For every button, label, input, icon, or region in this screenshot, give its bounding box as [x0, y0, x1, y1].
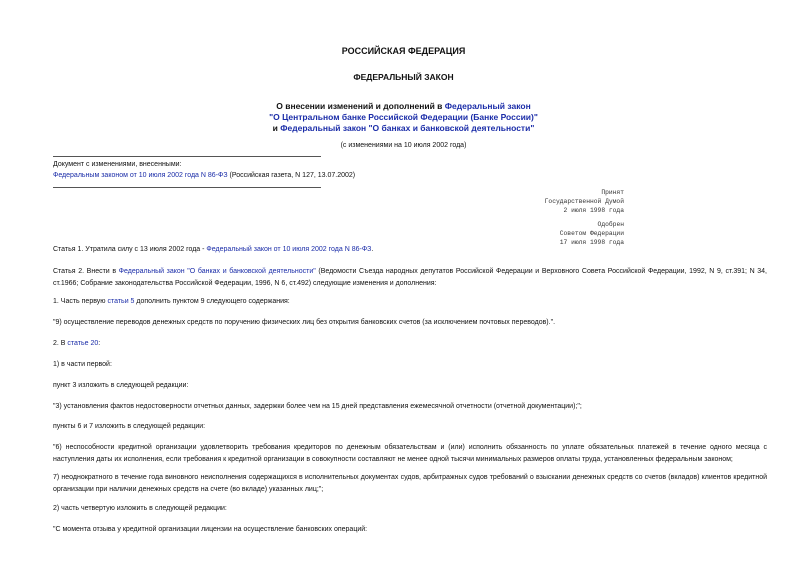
title-link-central-bank[interactable]: "О Центральном банке Российской Федерации (Банке России)" — [269, 112, 538, 122]
changes-note: (с изменениями на 10 июля 2002 года) — [340, 142, 467, 149]
title-text-and: и — [272, 123, 281, 133]
article-1-text: Статья 1. Утратила силу с 13 июля 2002 года - — [53, 246, 207, 253]
law-type-heading: ФЕДЕРАЛЬНЫЙ ЗАКОН — [353, 72, 454, 82]
item-1-text: 1. Часть первую — [53, 298, 108, 305]
item-2-sub-6: 7) неоднократного в течение года виновного неисполнения содержащихся в исполнительных документах судов, арбитражных судов требований о взыскании денежных средств со счетов (вкладов) клиентов кредитной организации при наличии денежных средств на счете (во вкладе) указанных лиц;"; — [53, 474, 767, 493]
item-2-colon: : — [98, 340, 101, 347]
article-1-link[interactable]: Федеральный закон от 10 июля 2002 года N 86-ФЗ — [206, 246, 372, 253]
article-2-link[interactable]: Федеральный закон "О банках и банковской деятельности" — [118, 268, 316, 275]
title-link-federal-law[interactable]: Федеральный закон — [444, 101, 531, 111]
country-heading: РОССИЙСКАЯ ФЕДЕРАЦИЯ — [341, 46, 466, 56]
item-1-link[interactable]: статьи 5 — [107, 298, 135, 305]
adoption-approved — [560, 220, 624, 247]
item-2-link[interactable]: статье 20 — [67, 340, 99, 347]
doc-box-link[interactable]: Федеральным законом от 10 июля 2002 года N 86-ФЗ — [53, 172, 228, 179]
item-1-quote: "9) осуществление переводов денежных средств по поручению физических лиц без открытия банковских счетов (за исключением почтовых переводов).". — [53, 319, 556, 326]
article-1-end: . — [371, 246, 374, 253]
item-1 — [53, 296, 767, 308]
item-2-text: 2. В — [53, 340, 68, 347]
item-2-sub-4: пункты 6 и 7 изложить в следующей редакции: — [53, 423, 206, 430]
item-2-sub-3: "3) установления фактов недостоверности отчетных данных, задержки более чем на 15 дней представления ежемесячной отчетности (отчетной документации);"; — [53, 403, 582, 410]
accepted-line: Принят — [601, 189, 624, 196]
item-1-rest: дополнить пунктом 9 следующего содержания: — [134, 298, 290, 305]
doc-box-label: Документ с изменениями, внесенными: — [53, 161, 182, 168]
item-2-sub-1: 1) в части первой: — [53, 361, 112, 368]
article-2 — [53, 266, 767, 289]
title-link-banks-law[interactable]: Федеральный закон "О банках и банковской деятельности" — [280, 123, 535, 133]
accepted-line: 2 июля 1998 года — [563, 207, 624, 214]
doc-box-source-line — [53, 172, 355, 179]
item-2-sub-8: "С момента отзыва у кредитной организации лицензии на осуществление банковских операций: — [53, 526, 368, 533]
law-title — [0, 101, 807, 134]
item-2-sub-7: 2) часть четвертую изложить в следующей редакции: — [53, 505, 227, 512]
item-2 — [53, 338, 767, 350]
title-text: О внесении изменений и дополнений в — [276, 101, 445, 111]
article-2-text: Статья 2. Внести в — [53, 268, 119, 275]
accepted-line: Государственной Думой — [544, 198, 624, 205]
item-2-sub-5: "6) неспособности кредитной организации удовлетворить требования кредиторов по денежным обязательствам и (или) исполнить обязанность по уплате обязательных платежей в течение одного месяца с наступления даты их исполнения, если требования к кредитной организации в совокупности составляют не менее одной тысячи минимальных размеров оплаты труда, установленных федеральным законом; — [53, 444, 767, 463]
article-2-rest: (Ведомости Съезда народных депутатов Российской Федерации и Верховного Совета Российской Федерации, 1992, N 9, ст.391; N 34, ст.1966; Собрание законодательства Российской Федерации, 1996, N 6, ст.492) следующие изменения и дополнения: — [53, 268, 767, 287]
doc-box-top-divider — [53, 156, 321, 157]
doc-box-source: (Российская газета, N 127, 13.07.2002) — [227, 172, 356, 179]
approved-line: Одобрен — [597, 221, 624, 228]
approved-line: Советом Федерации — [559, 230, 624, 237]
adoption-accepted — [545, 188, 624, 215]
doc-box-bottom-divider — [53, 187, 321, 188]
item-2-sub-2: пункт 3 изложить в следующей редакции: — [53, 382, 189, 389]
approved-line: 17 июля 1998 года — [559, 239, 624, 246]
article-1 — [53, 244, 767, 256]
